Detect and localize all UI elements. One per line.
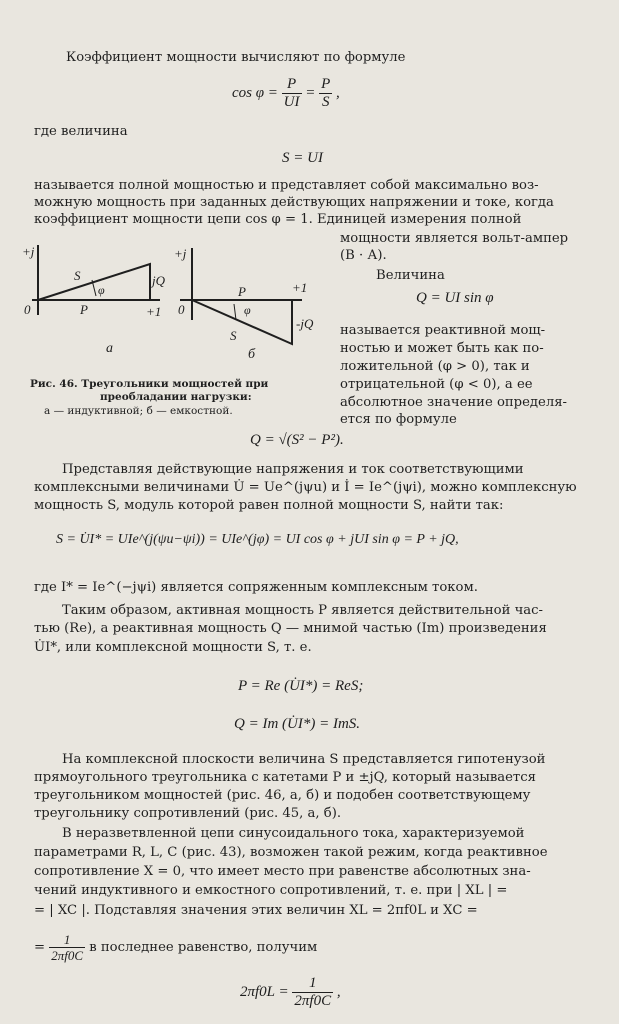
plane-line-1: На комплексной плоскости величина S представляется гипотенузой: [62, 752, 546, 767]
plane-line-2: прямоугольного треугольника с катетами P и ±jQ, который называется: [34, 770, 536, 785]
label-minus-jQ-b: -jQ: [296, 316, 314, 331]
unbranched-line-1: В неразветвленной цепи синусоидального тока, характеризуемой: [62, 826, 525, 841]
complex-line-1: Представляя действующие напряжения и ток соответствующими: [62, 462, 524, 477]
label-origin-a: 0: [24, 302, 31, 317]
thus-line-1: Таким образом, активная мощность P является действительной час-: [62, 603, 544, 618]
figure-caption-2: преобладании нагрузки:: [100, 391, 252, 403]
thus-line-3: U̇I*, или комплексной мощности S, т. е.: [34, 640, 312, 655]
plane-line-4: треугольнику сопротивлений (рис. 45, а, б).: [34, 806, 342, 821]
conjugate-text: где I* = Ie^(−jψi) является сопряженным комплексным током.: [34, 580, 478, 595]
complex-line-3: мощность S, модуль которой равен полной мощности S, найти так:: [34, 498, 504, 513]
unbranched-line-5: = | XC |. Подставляя значения этих величин XL = 2πf0L и XC =: [34, 903, 478, 918]
plane-line-3: треугольником мощностей (рис. 46, а, б) и подобен соответствующему: [34, 788, 531, 803]
final-lhs: 2πf0L =: [240, 983, 289, 1000]
full-power-line-4: мощности является вольт-ампер: [340, 231, 569, 246]
reactive-line-6: ется по формуле: [340, 412, 457, 427]
label-S-a: S: [74, 268, 81, 283]
final-frac-num: 1: [292, 975, 333, 993]
full-power-line-5: (В · А).: [340, 248, 387, 263]
full-power-line-3: коэффициент мощности цепи cos φ = 1. Единицей измерения полной: [34, 212, 522, 227]
label-phi-a: φ: [98, 283, 105, 297]
formula-Q: Q = UI sin φ: [416, 290, 494, 306]
label-sub-b: б: [248, 347, 256, 362]
full-power-line-1: называется полной мощностью и представляет собой максимально воз-: [34, 178, 539, 193]
label-P-a: P: [80, 302, 88, 317]
label-jQ-a: jQ: [152, 273, 165, 288]
figure-caption-1: Рис. 46. Треугольники мощностей при: [30, 378, 269, 390]
formula-S-complex: S = U̇I* = UIe^(j(ψu−ψi)) = UIe^(jφ) = UI cos φ + jUI sin φ = P + jQ,: [56, 532, 459, 547]
label-plus-j-b: +j: [174, 246, 187, 261]
reactive-line-3: ложительной (φ > 0), так и: [340, 359, 530, 374]
unbranched-line-6: [34, 932, 317, 963]
formula-P-re: P = Re (U̇I*) = ReS;: [238, 678, 364, 694]
label-S-b: S: [230, 328, 237, 343]
triangle-b: [192, 300, 292, 344]
reactive-line-2: ностью и может быть как по-: [340, 341, 544, 356]
final-fraction: [292, 975, 333, 1010]
formula-cos-phi: cos φ = $\frac{P}{UI}$ = $\frac{P}{S}$ ,: [232, 76, 340, 110]
complex-line-2: комплексными величинами U̇ = Ue^(jψu) и İ = Ie^(jψi), можно комплексную: [34, 480, 577, 495]
formula-Q-im: Q = Im (U̇I*) = ImS.: [234, 716, 361, 732]
fraction-1-over-2pifC: [49, 932, 85, 963]
equals-sign: =: [34, 940, 46, 955]
label-sub-a: а: [106, 341, 113, 356]
label-phi-b: φ: [244, 303, 251, 317]
formula-Q-abs: Q = √(S² − P²).: [250, 432, 344, 448]
power-triangles-figure: [20, 240, 330, 370]
fraction-numerator: 1: [49, 932, 85, 948]
coef-intro: Коэффициент мощности вычисляют по формуле: [66, 50, 406, 65]
reactive-line-4: отрицательной (φ < 0), а ее: [340, 377, 533, 392]
unbranched-line-4: чений индуктивного и емкостного сопротивлений, т. е. при | XL | =: [34, 883, 508, 898]
substitute-text: в последнее равенство, получим: [89, 940, 318, 955]
triangle-capacitive: [174, 246, 314, 362]
label-origin-b: 0: [178, 302, 185, 317]
label-P-b: P: [238, 284, 246, 299]
where-text: где величина: [34, 124, 128, 139]
final-end: ,: [336, 983, 341, 1000]
formula-final: [240, 975, 341, 1010]
label-plus1-b: +1: [292, 280, 308, 295]
triangle-inductive: [22, 244, 166, 356]
label-plus-j-a: +j: [22, 244, 35, 259]
triangle-a: [38, 264, 150, 300]
thus-line-2: тью (Re), а реактивная мощность Q — мнимой частью (Im) произведения: [34, 621, 547, 636]
reactive-line-1: называется реактивной мощ-: [340, 323, 546, 338]
unbranched-line-3: сопротивление X = 0, что имеет место при равенстве абсолютных зна-: [34, 864, 531, 879]
unbranched-line-2: параметрами R, L, C (рис. 43), возможен такой режим, когда реактивное: [34, 845, 548, 860]
final-frac-den: 2πf0C: [294, 993, 332, 1009]
value-text: Величина: [376, 268, 445, 283]
reactive-line-5: абсолютное значение определя-: [340, 395, 568, 410]
figure-caption-3: а — индуктивной; б — емкостной.: [44, 405, 233, 417]
fraction-denominator: 2πf0C: [51, 948, 84, 963]
label-plus1-a: +1: [146, 304, 162, 319]
full-power-line-2: можную мощность при заданных действующих напряжении и токе, когда: [34, 195, 554, 210]
formula-S: S = UI: [282, 150, 323, 166]
